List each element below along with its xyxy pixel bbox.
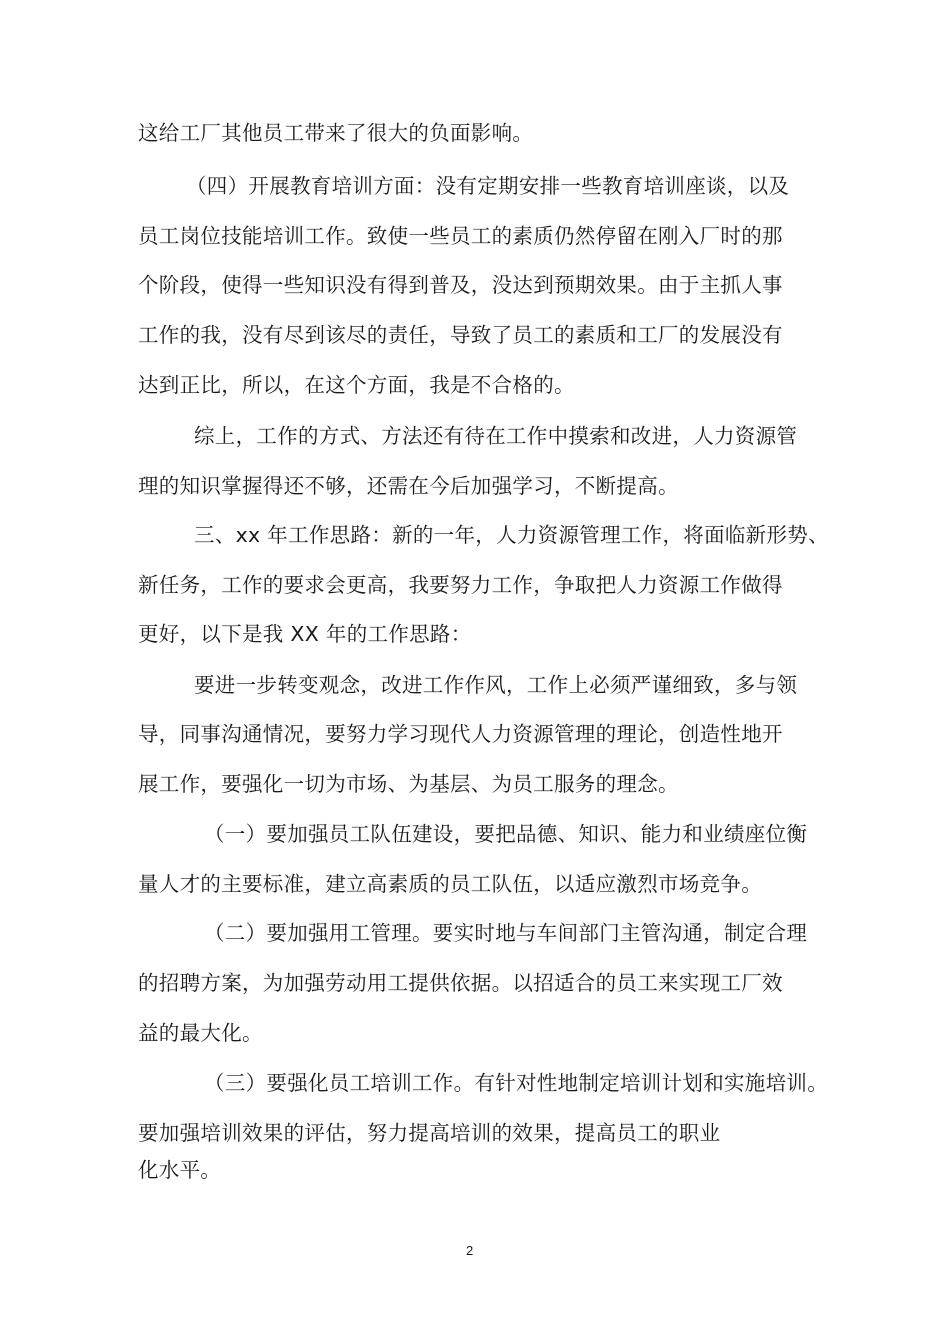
text-line: 的招聘方案，为加强劳动用工提供依据。以招适合的员工来实现工厂效 bbox=[138, 971, 783, 995]
text-line: 个阶段，使得一些知识没有得到普及，没达到预期效果。由于主抓人事 bbox=[138, 273, 783, 297]
text-line: 综上，工作的方式、方法还有待在工作中摸索和改进，人力资源管 bbox=[194, 424, 798, 448]
text-line: 益的最大化。 bbox=[138, 1021, 263, 1045]
text-line: 员工岗位技能培训工作。致使一些员工的素质仍然停留在刚入厂时的那 bbox=[138, 224, 783, 248]
text-line: 新任务，工作的要求会更高，我要努力工作，争取把人力资源工作做得 bbox=[138, 573, 783, 597]
text-line: （三）要强化员工培训工作。有针对性地制定培训计划和实施培训。 bbox=[204, 1071, 828, 1095]
text-line: 理的知识掌握得还不够，还需在今后加强学习，不断提高。 bbox=[138, 474, 679, 498]
text-line: 三、xx 年工作思路：新的一年，人力资源管理工作，将面临新形势、 bbox=[194, 523, 829, 547]
text-line: （一）要加强员工队伍建设，要把品德、知识、能力和业绩座位衡 bbox=[204, 822, 808, 846]
text-line: 化水平。 bbox=[138, 1158, 222, 1182]
text-line: 更好，以下是我 XX 年的工作思路： bbox=[138, 622, 472, 646]
page-number: 2 bbox=[466, 1243, 474, 1258]
text-line: 量人才的主要标准，建立高素质的员工队伍，以适应激烈市场竞争。 bbox=[138, 872, 762, 896]
text-line: 要加强培训效果的评估，努力提高培训的效果，提高员工的职业 bbox=[138, 1121, 721, 1145]
text-line: 工作的我，没有尽到该尽的责任，导致了员工的素质和工厂的发展没有 bbox=[138, 323, 783, 347]
text-line: 要进一步转变观念，改进工作作风，工作上必须严谨细致，多与领 bbox=[194, 673, 798, 697]
text-line: 导，同事沟通情况，要努力学习现代人力资源管理的理论，创造性地开 bbox=[138, 722, 783, 746]
text-line: 展工作，要强化一切为市场、为基层、为员工服务的理念。 bbox=[138, 772, 679, 796]
text-line: （四）开展教育培训方面：没有定期安排一些教育培训座谈，以及 bbox=[186, 174, 790, 198]
text-line: （二）要加强用工管理。要实时地与车间部门主管沟通，制定合理 bbox=[204, 921, 808, 945]
text-line: 达到正比，所以，在这个方面，我是不合格的。 bbox=[138, 373, 575, 397]
text-line: 这给工厂其他员工带来了很大的负面影响。 bbox=[138, 121, 534, 145]
